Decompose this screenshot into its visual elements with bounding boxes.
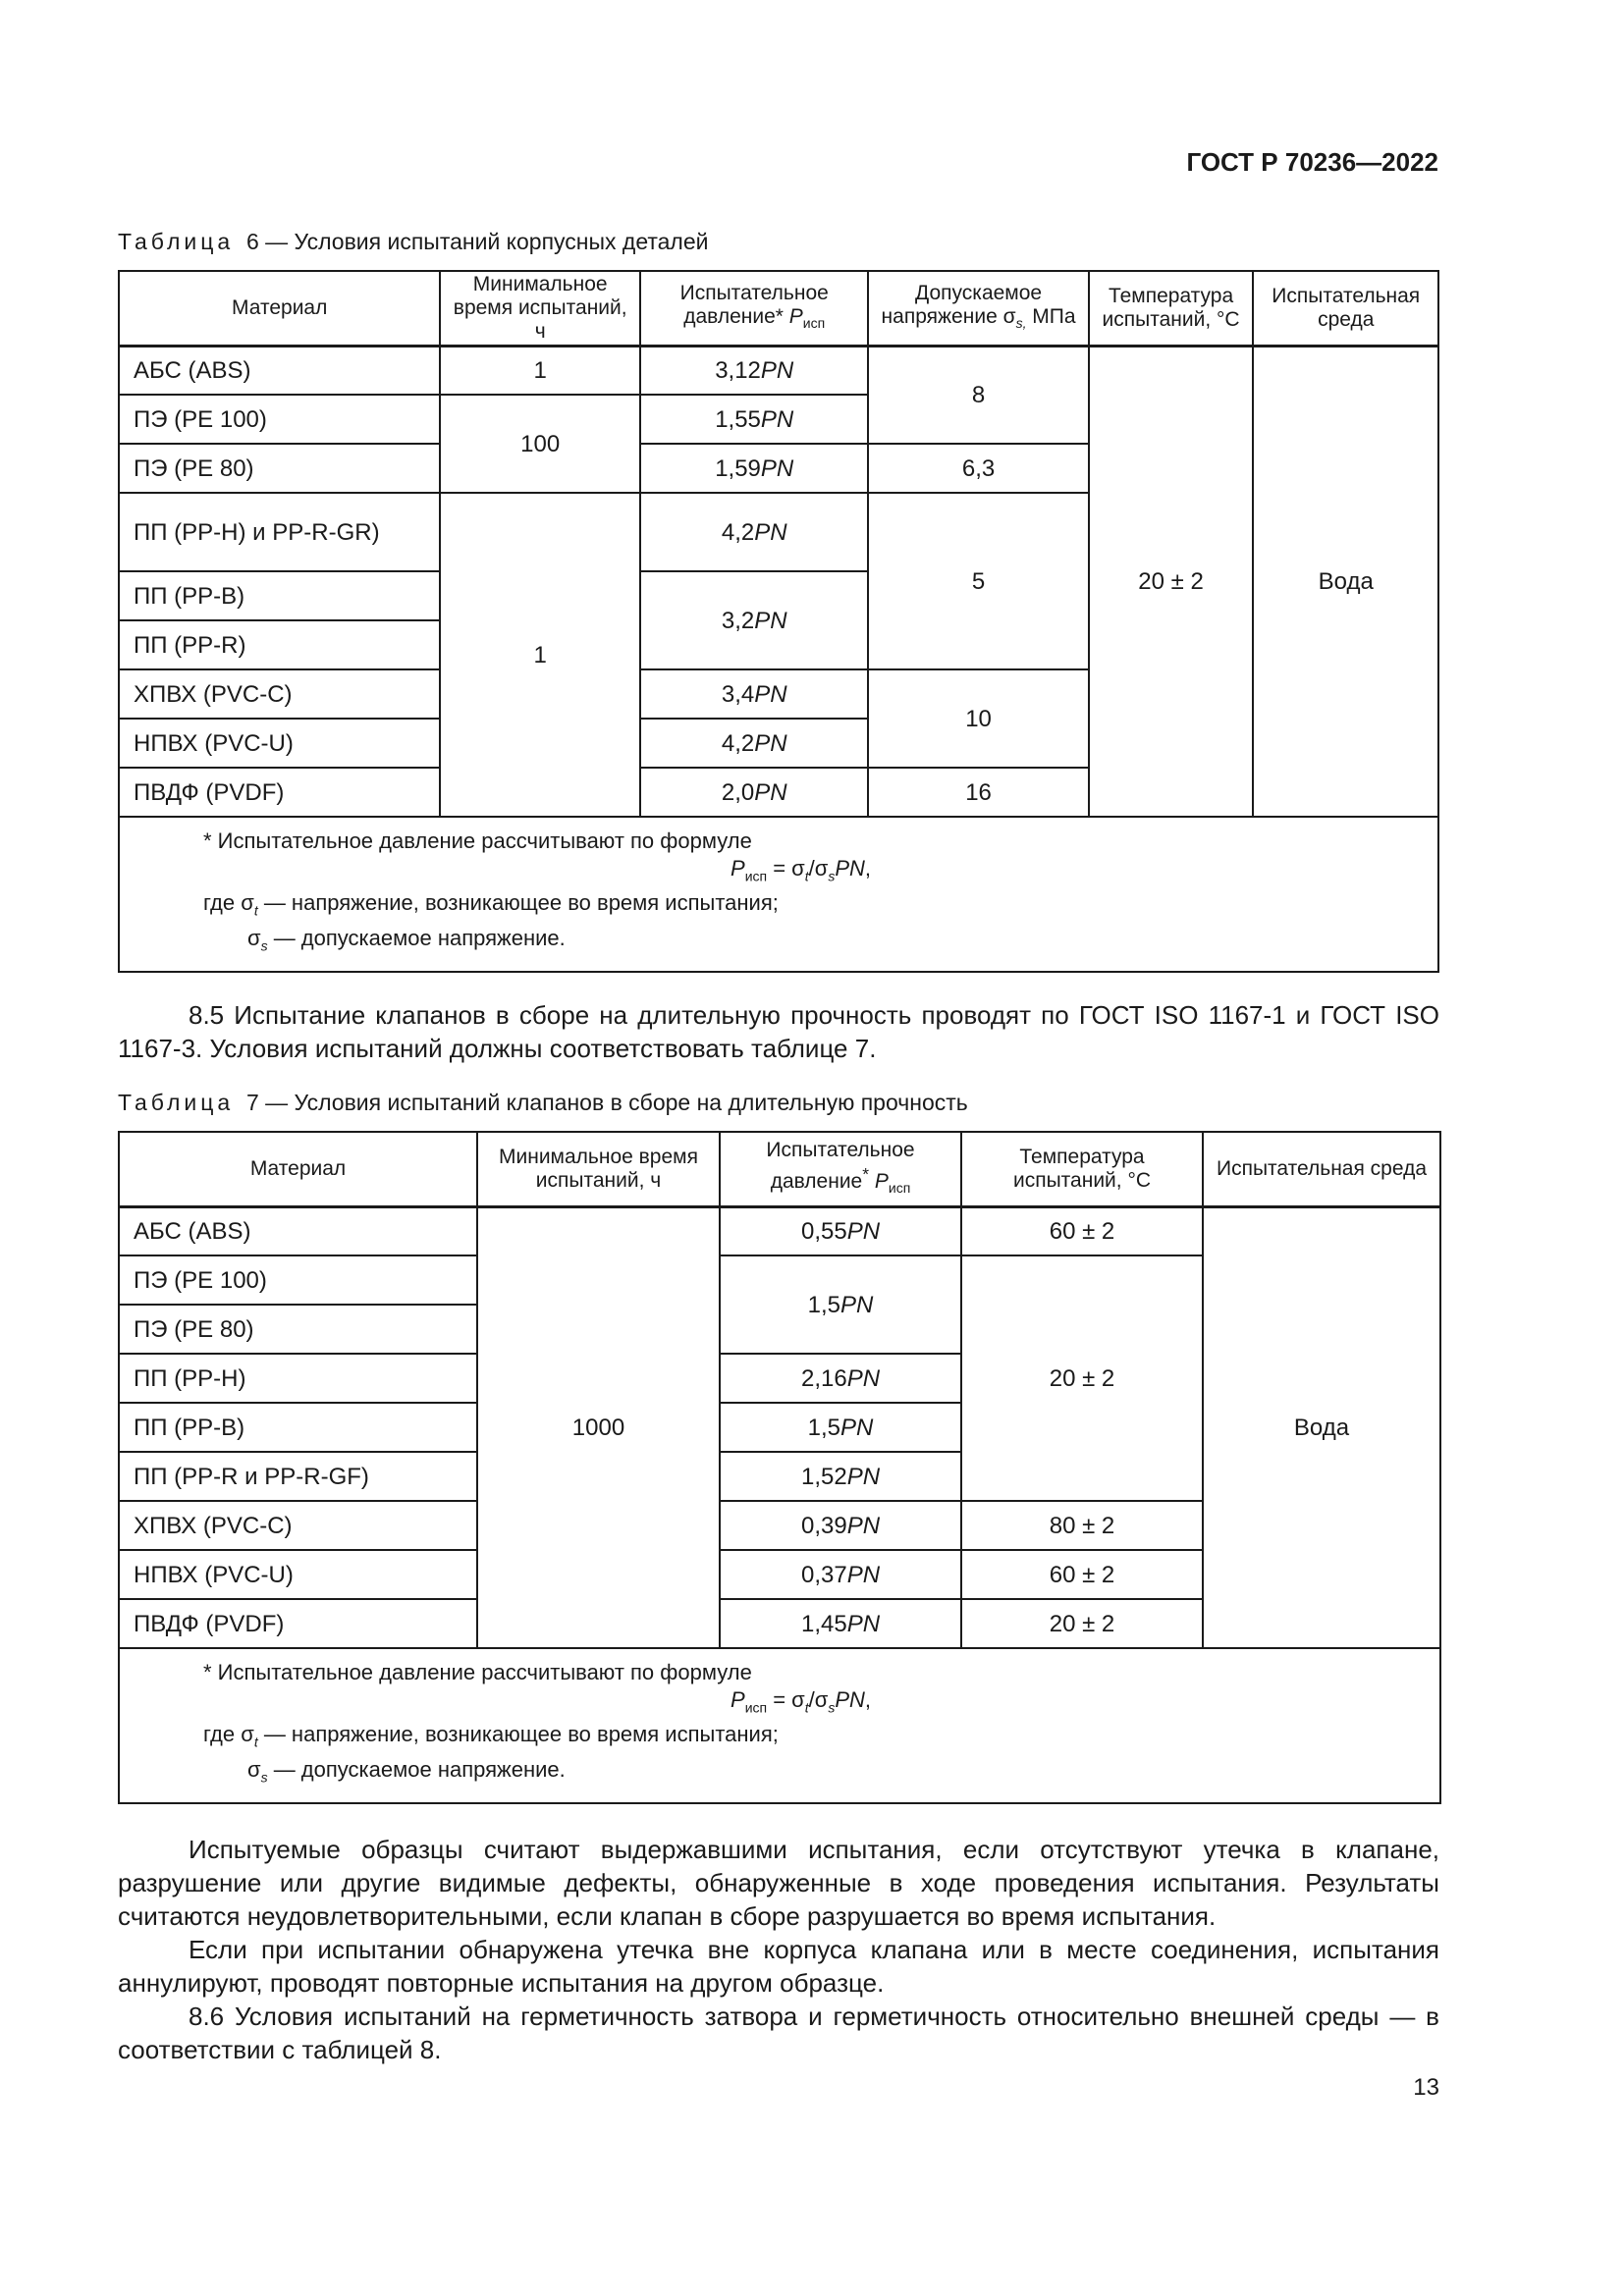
t7-pressure-cell: 0,37PN bbox=[720, 1550, 961, 1599]
t7-pressure-cell: 1,52PN bbox=[720, 1452, 961, 1501]
t6-header-medium: Испытательная среда bbox=[1253, 271, 1438, 346]
t7-material-cell: ПЭ (PE 100) bbox=[119, 1255, 477, 1305]
t6-pressure-cell: 2,0PN bbox=[640, 768, 868, 817]
t6-pressure-cell: 4,2PN bbox=[640, 719, 868, 768]
t7-material-cell: ПП (PP-H) bbox=[119, 1354, 477, 1403]
table6-footnote bbox=[119, 817, 1438, 972]
t6-header-temp: Температура испытаний, °С bbox=[1089, 271, 1254, 346]
table6-header-row bbox=[119, 271, 1438, 346]
t6-pressure-cell: 3,2PN bbox=[640, 571, 868, 669]
t6-pressure-cell: 3,4PN bbox=[640, 669, 868, 719]
t6-material-cell: ПП (PP-H) и PP-R-GR) bbox=[119, 493, 440, 571]
t7-material-cell: ПП (PP-R и PP-R-GF) bbox=[119, 1452, 477, 1501]
footnote-sigma: $\sigma_s$ — допускаемое напряжение. bbox=[247, 1756, 566, 1786]
paragraph-results: Испытуемые образцы считают выдержавшими испытания, если отсутствуют утечка в клапане, разрушение или другие видимые дефекты, обнаруженные в ходе проведения испытания. Результаты считаются неудовлетворительными, если клапан в сборе разрушается во время испытания. bbox=[118, 1835, 1439, 1931]
table6-caption-label: Таблица bbox=[118, 229, 235, 254]
t6-time-cell: 100 bbox=[440, 395, 640, 493]
table6-footnote-row bbox=[119, 817, 1438, 972]
t7-header-medium: Испытательная среда bbox=[1203, 1132, 1440, 1206]
t7-temp-cell: 20 ± 2 bbox=[961, 1599, 1203, 1648]
t7-pressure-cell: 1,5PN bbox=[720, 1255, 961, 1354]
t6-stress-cell: 6,3 bbox=[868, 444, 1088, 493]
table7-footnote-row bbox=[119, 1648, 1440, 1803]
t7-material-cell: АБС (ABS) bbox=[119, 1206, 477, 1255]
t7-pressure-cell: 1,5PN bbox=[720, 1403, 961, 1452]
t7-material-cell: НПВХ (PVC-U) bbox=[119, 1550, 477, 1599]
t6-time-cell: 1 bbox=[440, 346, 640, 395]
t6-material-cell: ПВДФ (PVDF) bbox=[119, 768, 440, 817]
footnote-formula: $P_{исп} = \sigma_t/\sigma_sPN$, bbox=[731, 856, 872, 884]
footnote-line: * Испытательное давление рассчитывают по формуле bbox=[203, 1660, 752, 1684]
footnote-where: где $\sigma_t$ — напряжение, возникающее во время испытания; bbox=[203, 890, 779, 919]
t6-pressure-cell: 1,59PN bbox=[640, 444, 868, 493]
table-row bbox=[119, 346, 1438, 395]
t6-pressure-cell: 4,2PN bbox=[640, 493, 868, 571]
t7-temp-cell: 60 ± 2 bbox=[961, 1206, 1203, 1255]
t7-temp-cell: 80 ± 2 bbox=[961, 1501, 1203, 1550]
t6-material-cell: АБС (ABS) bbox=[119, 346, 440, 395]
table7-footnote bbox=[119, 1648, 1440, 1803]
t6-header-pressure: Испытательное давление* $P_{исп}$ bbox=[640, 271, 868, 346]
t6-stress-cell: 10 bbox=[868, 669, 1088, 768]
table6-caption-text: 6 — Условия испытаний корпусных деталей bbox=[245, 229, 709, 254]
t7-material-cell: ХПВХ (PVC-C) bbox=[119, 1501, 477, 1550]
table7-caption-text: 7 — Условия испытаний клапанов в сборе на длительную прочность bbox=[245, 1090, 968, 1115]
t7-material-cell: ПП (PP-B) bbox=[119, 1403, 477, 1452]
t7-header-pressure: Испытательное давление* $P_{исп}$ bbox=[720, 1132, 961, 1206]
t7-header-min-time: Минимальное время испытаний, ч bbox=[477, 1132, 720, 1206]
t7-material-cell: ПВДФ (PVDF) bbox=[119, 1599, 477, 1648]
t6-stress-cell: 8 bbox=[868, 346, 1088, 444]
t6-pressure-cell: 1,55PN bbox=[640, 395, 868, 444]
footnote-where: где $\sigma_t$ — напряжение, возникающее во время испытания; bbox=[203, 1722, 779, 1750]
page-number: 13 bbox=[1413, 2074, 1439, 2101]
t7-pressure-cell: 2,16PN bbox=[720, 1354, 961, 1403]
t6-medium-cell: Вода bbox=[1253, 346, 1438, 817]
t6-material-cell: ПЭ (PE 80) bbox=[119, 444, 440, 493]
document-id: ГОСТ Р 70236—2022 bbox=[1186, 147, 1438, 177]
t6-header-stress: Допускаемое напряжение $\sigma_{s,}$ МПа bbox=[868, 271, 1088, 346]
t7-medium-cell: Вода bbox=[1203, 1206, 1440, 1648]
t6-material-cell: НПВХ (PVC-U) bbox=[119, 719, 440, 768]
footnote-sigma: $\sigma_s$ — допускаемое напряжение. bbox=[247, 925, 566, 954]
table-6 bbox=[118, 270, 1439, 973]
table6-caption bbox=[118, 229, 708, 255]
paragraph-8-6: 8.6 Условия испытаний на герметичность затвора и герметичность относительно внешней среды — в соответствии с таблицей 8. bbox=[118, 2002, 1439, 2064]
t6-temp-cell: 20 ± 2 bbox=[1089, 346, 1254, 817]
t6-time-cell: 1 bbox=[440, 493, 640, 817]
t6-pressure-cell: 3,12PN bbox=[640, 346, 868, 395]
t6-stress-cell: 16 bbox=[868, 768, 1088, 817]
table-7 bbox=[118, 1131, 1441, 1804]
t7-temp-cell: 60 ± 2 bbox=[961, 1550, 1203, 1599]
t6-material-cell: ПЭ (PE 100) bbox=[119, 395, 440, 444]
table-row bbox=[119, 1206, 1440, 1255]
t7-pressure-cell: 0,39PN bbox=[720, 1501, 961, 1550]
t7-pressure-cell: 0,55PN bbox=[720, 1206, 961, 1255]
footnote-formula: $P_{исп} = \sigma_t/\sigma_sPN$, bbox=[731, 1687, 872, 1716]
footnote-line: * Испытательное давление рассчитывают по формуле bbox=[203, 828, 752, 853]
t6-header-material: Материал bbox=[119, 271, 440, 346]
t7-time-cell: 1000 bbox=[477, 1206, 720, 1648]
t6-material-cell: ПП (PP-R) bbox=[119, 620, 440, 669]
t7-material-cell: ПЭ (PE 80) bbox=[119, 1305, 477, 1354]
t7-temp-cell: 20 ± 2 bbox=[961, 1255, 1203, 1501]
t7-header-material: Материал bbox=[119, 1132, 477, 1206]
table7-caption bbox=[118, 1090, 968, 1116]
t7-header-temp: Температура испытаний, °С bbox=[961, 1132, 1203, 1206]
t6-material-cell: ХПВХ (PVC-C) bbox=[119, 669, 440, 719]
table7-caption-label: Таблица bbox=[118, 1090, 235, 1115]
t6-stress-cell: 5 bbox=[868, 493, 1088, 669]
t6-material-cell: ПП (PP-B) bbox=[119, 571, 440, 620]
paragraph-8-5: 8.5 Испытание клапанов в сборе на длительную прочность проводят по ГОСТ ISO 1167-1 и ГОСТ ISO 1167-3. Условия испытаний должны соответствовать таблице 7. bbox=[118, 1000, 1439, 1063]
t7-pressure-cell: 1,45PN bbox=[720, 1599, 961, 1648]
table7-header-row bbox=[119, 1132, 1440, 1206]
t6-header-min-time: Минимальное время испытаний, ч bbox=[440, 271, 640, 346]
paragraph-leak: Если при испытании обнаружена утечка вне корпуса клапана или в месте соединения, испытания аннулируют, проводят повторные испытания на другом образце. bbox=[118, 1935, 1439, 1998]
